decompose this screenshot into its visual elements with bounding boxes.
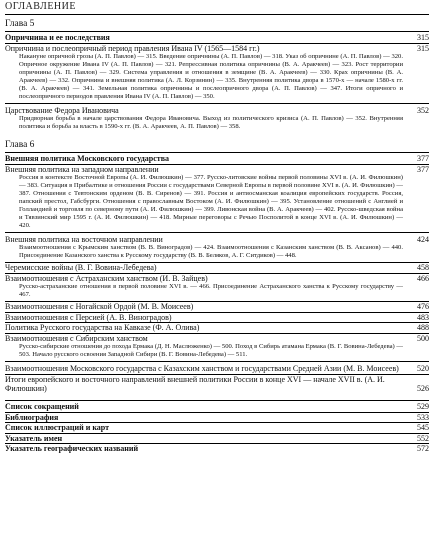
toc-entry-page: 500 xyxy=(417,333,429,343)
subsection-list: Русско-сибирские отношения до похода Ермака (Д. Н. Маслюженко) — 500. Поход в Сибирь атамана Ермака (В. Г. Вовина-Лебедева) — 503. Начало русского освоения Западной Сибири (В. Г. Вовина-Лебедева) — 511. xyxy=(19,343,403,359)
back-matter-rule xyxy=(5,400,429,401)
subsection-list: Придворная борьба в начале царствования Федора Ивановича. Выход из политического кризиса (А. П. Павлов) — 352. Внутренняя политика и борьба за власть в 1590-х гг. (В. А. Аракчеев, А. П. Павлов) — 358. xyxy=(19,115,403,131)
toc-entry-caucasus[interactable] xyxy=(5,323,429,333)
toc-entry-title: Взаимоотношения с Ногайской Ордой (М. В. Моисеев) xyxy=(5,301,194,311)
toc-entry-page: 466 xyxy=(417,273,429,283)
toc-entry-title: Взаимоотношения с Астраханским ханством (И. В. Зайцев) xyxy=(5,273,208,283)
toc-entry-title: Библиография xyxy=(5,412,59,422)
toc-entry-title: Указатель имен xyxy=(5,433,63,443)
toc-entry-page: 529 xyxy=(417,401,429,411)
toc-entry-title: Внешняя политика на западном направлении xyxy=(5,164,159,174)
toc-entry-page: 483 xyxy=(417,312,429,322)
toc-entry-geo-index[interactable] xyxy=(5,444,429,454)
divider xyxy=(5,361,429,362)
chapter-5-rule xyxy=(5,31,429,32)
toc-entry-page: 458 xyxy=(417,262,429,272)
toc-entry-title: Опричнина и ее последствия xyxy=(5,33,110,42)
toc-entry-title: Внешняя политика Московского государства xyxy=(5,154,170,164)
toc-entry-title: Опричнина и послеопричный период правления Ивана IV (1565—1584 гг.) xyxy=(5,43,260,53)
toc-entry-page: 533 xyxy=(417,412,429,422)
toc-entry-name-index[interactable] xyxy=(5,434,429,444)
toc-entry-title: Взаимоотношения Московского государства с Казахским ханством и государствами Средней Азии (М. В. Моисеев) xyxy=(5,364,399,374)
subsection-list: Взаимоотношения с Крымским ханством (В. В. Виноградов) — 424. Взаимоотношения с Казанским ханством (В. В. Аксанов) — 440. Присоединение Казанского ханства к Русскому государству (В. В. Беляков, А. Г. Ситдиков) — 448. xyxy=(19,244,403,260)
toc-entry-kazakh[interactable] xyxy=(5,364,429,374)
toc-entry-bibliography[interactable] xyxy=(5,413,429,423)
divider xyxy=(5,232,429,233)
toc-entry-siberia[interactable] xyxy=(5,334,429,344)
running-header: ОГЛАВЛЕНИЕ xyxy=(5,1,76,12)
chapter-5-label: Глава 5 xyxy=(5,19,35,29)
subsection-list: Накануне опричной грозы (А. П. Павлов) — 315. Введение опричнины (А. П. Павлов) — 318. Указ об опричнине (А. П. Павлов) — 320. Опричное окружение Ивана IV (А. П. Павлов) — 321. Репрессивная политика опричнины (В. А. Аракчеев) — 323. Рост территории опричнины (А. П. Павлов) — 329. Система управления и отношения в земщине (В. А. Аракчеев) — 330. Крах опричнины (В. А. Аракчеев) — 332. Опричнина и внешняя политика (А. Л. Корзинин) — 335. Внутренняя политика двора в 1570-х — начале 1580-х гг. (В. А. Аракчеев) — 341. Земельная политика опричнины и послеопричного двора (А. П. Павлов) — 347. Итоги опричного и послеопричного периодов правления Ивана IV (А. П. Павлов) — 350. xyxy=(19,53,403,100)
subsection-list: Россия в контексте Восточной Европы (А. И. Филюшкин) — 377. Русско-литовские войны первой половины XVI в. (А. И. Филюшкин) — 383. Ситуация в Прибалтике и отношения России с государствами Северной Европы в первой половине XVI в. (А. И. Филюшкин) — 387. Отношения с Тевтонским орденом (В. В. Сиренов) — 391. Россия и антиосманская коалиция европейских государств. Россия, папский престол, Габсбурги. Отношения с православным Востоком (А. И. Филюшкин) — 395. Установление отношений с Англией и Голландией и торговля по северному пути (А. И. Филюшкин) — 399. Ливонская война (В. А. Аракчеев) — 402. Русско-шведская война и Тявзинский мир 1595 г. (А. И. Филюшкин) — 418. Мирные переговоры с Речью Посполитой в конце XVI в. (А. И. Филюшкин) — 420. xyxy=(19,174,403,229)
toc-entry-title: Внешняя политика на восточном направлении xyxy=(5,234,163,244)
toc-entry-astrakhan[interactable] xyxy=(5,274,429,284)
toc-entry-nogai[interactable] xyxy=(5,302,429,312)
toc-entry-page: 545 xyxy=(417,423,429,433)
toc-entry-oprichnina[interactable] xyxy=(5,33,429,43)
subsection-list: Русско-астраханские отношения в первой половине XVI в. — 466. Присоединение Астраханского ханства к Русскому государству — 467. xyxy=(19,283,403,299)
toc-entry-results[interactable] xyxy=(5,375,429,394)
toc-entry-foreign-policy[interactable] xyxy=(5,154,429,164)
chapter-6-rule xyxy=(5,152,429,153)
toc-entry-title: Царствование Федора Ивановича xyxy=(5,105,119,115)
toc-entry-persia[interactable] xyxy=(5,313,429,323)
toc-entry-page: 552 xyxy=(417,433,429,443)
toc-entry-title: Список сокращений xyxy=(5,401,79,411)
chapter-6-label: Глава 6 xyxy=(5,140,35,151)
toc-entry-title: Взаимоотношения с Сибирским ханством xyxy=(5,333,148,343)
toc-entry-page: 315 xyxy=(417,33,429,42)
toc-entry-ivan-iv[interactable] xyxy=(5,44,429,54)
toc-entry-page: 352 xyxy=(417,105,429,115)
toc-entry-title: Черемисские войны (В. Г. Вовина-Лебедева) xyxy=(5,262,157,272)
toc-entry-illustrations[interactable] xyxy=(5,423,429,433)
toc-entry-page: 572 xyxy=(417,444,429,454)
toc-entry-page: 424 xyxy=(417,234,429,244)
toc-entry-title: Политика Русского государства на Кавказе (Ф. А. Олива) xyxy=(5,323,200,333)
divider xyxy=(5,103,429,104)
toc-entry-title: Список иллюстраций и карт xyxy=(5,423,110,433)
toc-entry-page: 526 xyxy=(417,384,429,394)
toc-entry-page: 488 xyxy=(417,323,429,333)
toc-entry-page: 377 xyxy=(417,164,429,174)
header-rule xyxy=(5,14,429,15)
toc-entry-title: Итоги европейского и восточного направлений внешней политики России в конце XVI — начале XVII в. (А. И. Филюшкин) xyxy=(5,374,385,394)
toc-entry-west[interactable] xyxy=(5,165,429,175)
toc-entry-cheremis[interactable] xyxy=(5,263,429,273)
toc-entry-east[interactable] xyxy=(5,235,429,245)
toc-entry-page: 377 xyxy=(417,154,429,164)
toc-entry-abbreviations[interactable] xyxy=(5,402,429,412)
toc-entry-page: 315 xyxy=(417,43,429,53)
toc-entry-page: 476 xyxy=(417,301,429,311)
toc-entry-fedor[interactable] xyxy=(5,106,429,116)
toc-entry-title: Взаимоотношения с Персией (А. В. Виноградов) xyxy=(5,312,172,322)
toc-entry-page: 520 xyxy=(417,364,429,374)
toc-entry-title: Указатель географических названий xyxy=(5,444,139,454)
